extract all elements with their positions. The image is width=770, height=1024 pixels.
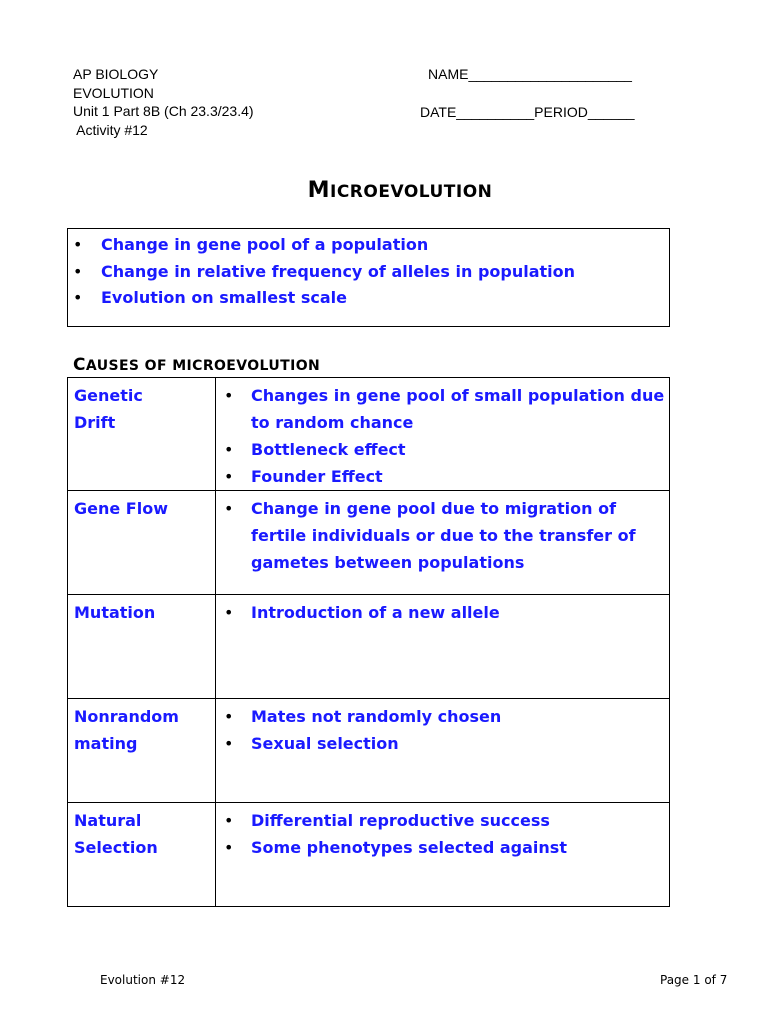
header-student-info <box>420 65 635 121</box>
definition-item: • Change in relative frequency of alleles in population <box>68 259 669 286</box>
bullet-icon: • <box>73 261 83 281</box>
cause-description <box>216 803 670 907</box>
cause-description <box>216 595 670 699</box>
bullet-icon: • <box>224 603 234 622</box>
list-item: • Change in gene pool due to migration of fertile individuals or due to the transfer of gametes between populations <box>216 495 669 576</box>
definition-item: • Evolution on smallest scale <box>68 285 669 312</box>
list-item: • Bottleneck effect <box>216 436 669 463</box>
cause-name: Mutation <box>68 595 216 699</box>
bullet-icon: • <box>224 838 234 857</box>
cause-description <box>216 378 670 491</box>
bullet-icon: • <box>224 467 234 486</box>
definition-box <box>67 228 670 327</box>
unit-part-line: Unit 1 Part 8B (Ch 23.3/23.4) <box>73 103 254 119</box>
bullet-icon: • <box>224 707 234 726</box>
causes-heading-initial: C <box>73 355 86 375</box>
list-item: • Changes in gene pool of small population due to random chance <box>216 382 669 436</box>
unit-topic-line: EVOLUTION <box>73 84 154 101</box>
bullet-icon: • <box>224 734 234 753</box>
list-item: • Mates not randomly chosen <box>216 703 669 730</box>
bullet-icon: • <box>224 440 234 459</box>
bullet-icon: • <box>224 386 234 405</box>
causes-heading-rest: AUSES OF MICROEVOLUTION <box>85 358 321 374</box>
title-rest: ICROEVOLUTION <box>330 182 493 202</box>
cause-name: Natural Selection <box>68 803 216 907</box>
cause-description <box>216 699 670 803</box>
header-course-info <box>73 65 254 139</box>
cause-name: Gene Flow <box>68 491 216 595</box>
table-row <box>68 699 670 803</box>
bullet-icon: • <box>73 235 83 254</box>
table-row <box>68 378 670 491</box>
bullet-icon: • <box>73 288 83 307</box>
footer-title: Evolution #12 <box>100 973 186 987</box>
name-field: NAME_____________________ <box>428 66 632 82</box>
list-item: • Founder Effect <box>216 463 669 490</box>
table-row <box>68 803 670 907</box>
list-item: • Differential reproductive success <box>216 807 669 834</box>
list-item: • Some phenotypes selected against <box>216 834 669 861</box>
cause-description <box>216 491 670 595</box>
bullet-icon: • <box>224 811 234 830</box>
page-title <box>0 178 770 203</box>
cause-name: Genetic Drift <box>68 378 216 491</box>
list-item: • Introduction of a new allele <box>216 599 669 626</box>
causes-heading <box>73 355 320 375</box>
bullet-icon: • <box>224 499 234 518</box>
table-row <box>68 491 670 595</box>
list-item: • Sexual selection <box>216 730 669 757</box>
course-line: AP BIOLOGY <box>73 66 159 82</box>
activity-line: Activity #12 <box>73 121 148 138</box>
cause-name: Nonrandom mating <box>68 699 216 803</box>
title-initial: M <box>307 178 330 203</box>
table-row <box>68 595 670 699</box>
causes-table <box>67 377 670 907</box>
page-number: Page 1 of 7 <box>660 973 728 987</box>
definition-item: • Change in gene pool of a population <box>68 232 669 259</box>
date-period-field: DATE__________PERIOD______ <box>420 103 635 120</box>
